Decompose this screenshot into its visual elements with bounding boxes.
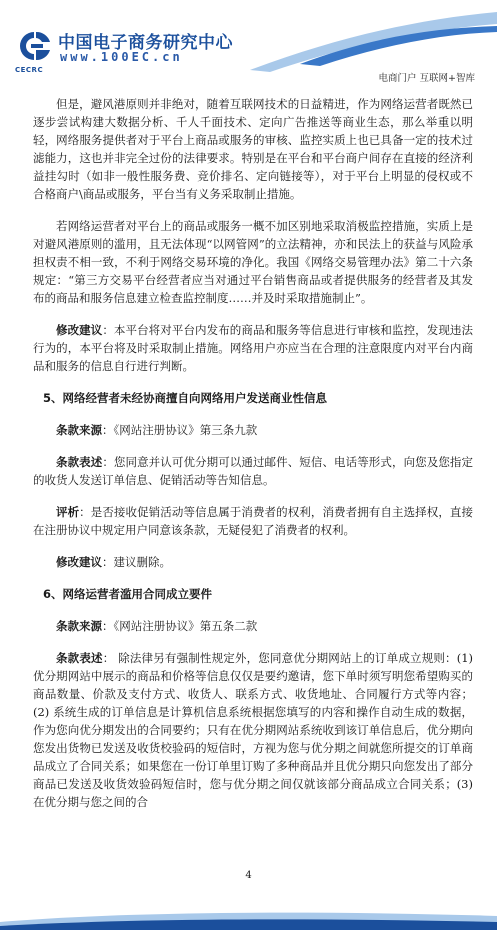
section-heading-6: 6、网络运营者滥用合同成立要件 [43,587,212,601]
s5-description [33,453,473,489]
source-label: 条款来源 [56,619,102,633]
brand-url: www.100EC.cn [60,50,183,64]
suggestion-text: ：建议删除。 [102,555,171,569]
comment-label: 评析 [56,505,80,519]
logo-abbrev: CECRC [15,66,44,74]
suggestion-text: ：本平台将对平台内发布的商品和服务等信息进行审核和监控，发现违法行为的，本平台将及时采取制止措施。网络用户亦应当在合理的注意限度内对平台内商品和服务的信息自行进行判断。 [33,323,473,373]
document-body [33,95,473,825]
header-tagline: 电商门户 互联网+智库 [378,73,475,84]
s6-source [33,617,473,635]
section-heading-5: 5、网络经营者未经协商擅自向网络用户发送商业性信息 [43,391,327,405]
s5-source [33,421,473,439]
page-header [0,0,497,82]
s5-comment [33,503,473,539]
suggestion-label: 修改建议 [56,323,103,337]
paragraph-2: 若网络运营者对平台上的商品或服务一概不加区别地采取消极监控措施，实质上是对避风港原则的滥用，且无法体现“以网管网”的立法精神，亦和民法上的获益与风险承担权责不相一致，不利于网络交易环境的净化。我国《网络交易管理办法》第二十六条规定：“第三方交易平台经营者应当对通过平台销售商品或者提供服务的经营者及其发布的商品和服务信息建立检查监控制度……并及时采取措施制止”。 [33,219,473,305]
paragraph-3 [33,321,473,375]
source-text: ：《网站注册协议》第三条九款 [102,423,258,437]
description-text: ： 除法律另有强制性规定外，您同意优分期网站上的订单成立规则：(1) 优分期网站中展示的商品和价格等信息仅仅是要约邀请，您下单时须写明您希望购买的商品数量、价款及支付方式、收货人、联系方式、收货地址、合同履行方式等内容；(2) 系统生成的订单信息是计算机信息系统根据您填写的内容和操作自动生成的数据，作为您向优分期发出的合同要约；只有在优分期网站系统收到该订单信息后，优分期向您发出货物已发送及收货校验码的短信时，方视为您与优分期之间就您所提交的订单商品成立了合同关系；如果您在一份订单里订购了多种商品并且优分期只向您发出了部分商品已发送及收货效验码短信时，您与优分期之间仅就该部分商品成立合同关系；(3) 在优分期与您之间的合 [33,651,474,809]
s6-description [33,649,473,811]
page-number: 4 [245,870,252,881]
source-label: 条款来源 [56,423,102,437]
comment-text: ：是否接收促销活动等信息属于消费者的权利，消费者拥有自主选择权，直接在注册协议中规定用户同意该条款，无疑侵犯了消费者的权利。 [33,505,473,537]
source-text: ：《网站注册协议》第五条二款 [102,619,258,633]
description-text: ：您同意并认可优分期可以通过邮件、短信、电话等形式，向您及您指定的收货人发送订单信息、促销活动等告知信息。 [33,455,473,487]
s5-suggestion [33,553,473,571]
brand-name: 中国电子商务研究中心 [58,33,233,53]
suggestion-label: 修改建议 [56,555,102,569]
description-label: 条款表述 [56,651,103,665]
paragraph-1: 但是，避风港原则并非绝对，随着互联网技术的日益精进，作为网络运营者既然已逐步尝试构建大数据分析、千人千面技术、定向广告推送等商业生态，那么举重以明轻，网络服务提供者对于平台上商品或服务的审核、监控实质上也已具备一定的技术过滤能力，这也并非完全过份的法律要求。特别是在平台和平台商户间存在直接的经济利益挂勾时（如非一般性服务费、竞价排名、定向链接等），对于平台上明显的侵权或不合格商户\商品或服务，平台当有义务采取制止措施。 [33,97,473,201]
description-label: 条款表述 [56,455,103,469]
footer-swoosh [0,908,497,930]
